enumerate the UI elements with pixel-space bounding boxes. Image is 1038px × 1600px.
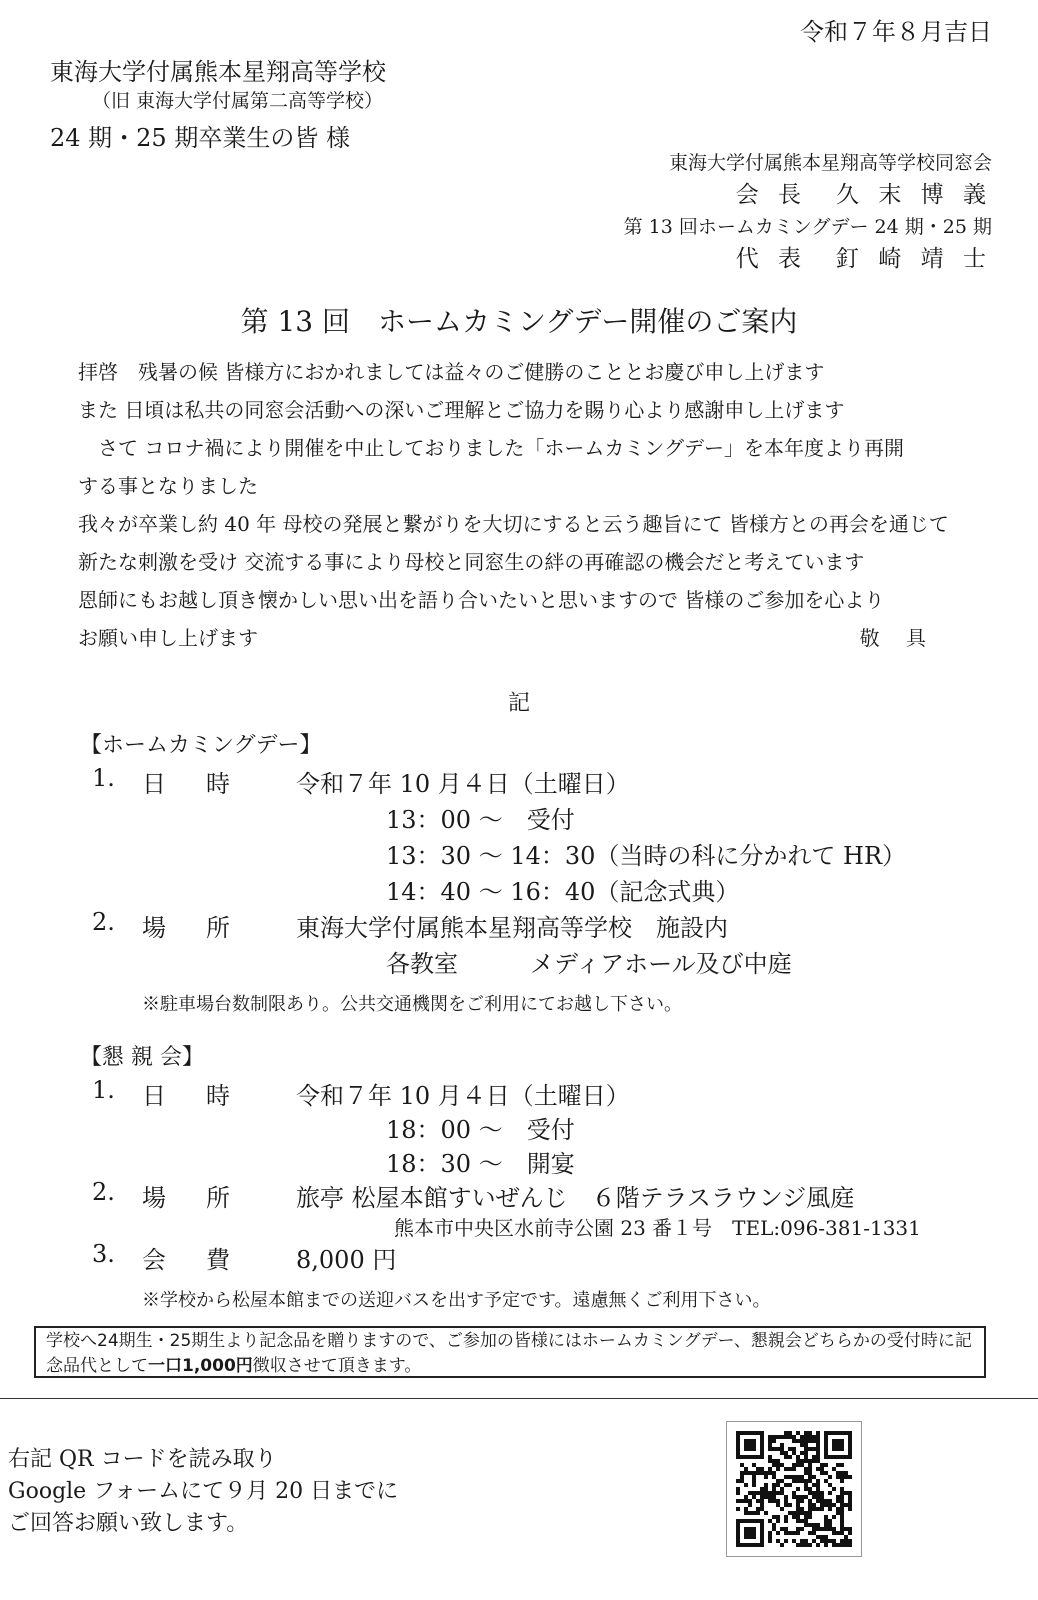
- sender-event-group: 第 13 回ホームカミングデー 24 期・25 期: [623, 216, 992, 238]
- party-heading: 【懇 親 会】: [80, 1045, 204, 1070]
- ki-heading: 記: [507, 691, 530, 716]
- party-item-number: 3.: [92, 1240, 115, 1268]
- notice-text-end: 徴収させて頂きます。: [252, 1356, 422, 1376]
- qr-instruction-line: Google フォームにて９月 20 日までに: [8, 1479, 399, 1504]
- body-line: さて コロナ禍により開催を中止しておりました「ホームカミングデー」を本年度より再開: [78, 436, 904, 460]
- homecoming-parking-note: ※駐車場台数制限あり。公共交通機関をご利用にてお越し下さい。: [142, 994, 682, 1015]
- qr-code[interactable]: [726, 1421, 862, 1557]
- document-date: 令和７年８月吉日: [800, 18, 992, 46]
- body-line: 新たな刺激を受け 交流する事により母校と同窓生の絆の再確認の機会だと考えています: [78, 550, 865, 574]
- sender-president: 会 長 久 末 博 義: [735, 182, 992, 208]
- qr-instruction-line: ご回答お願い致します。: [8, 1511, 249, 1536]
- party-fee-label: 会費: [142, 1246, 270, 1274]
- homecoming-date-label: 日時: [142, 770, 270, 798]
- homecoming-rooms: 各教室 メディアホール及び中庭: [386, 950, 792, 978]
- notice-fee-bold: 一口1,000円: [148, 1356, 253, 1376]
- sender-representative: 代 表 釘 崎 靖 士: [735, 246, 992, 272]
- homecoming-venue: 東海大学付属熊本星翔高等学校 施設内: [296, 914, 728, 942]
- party-date: 令和７年 10 月４日（土曜日）: [296, 1082, 630, 1110]
- party-bus-note: ※学校から松屋本館までの送迎バスを出す予定です。遠慮無くご利用下さい。: [142, 1290, 771, 1311]
- qr-instruction-line: 右記 QR コードを読み取り: [8, 1447, 277, 1472]
- homecoming-date: 令和７年 10 月４日（土曜日）: [296, 770, 630, 798]
- closing-keigu: 敬 具: [859, 626, 936, 650]
- homecoming-item-number: 2.: [92, 908, 115, 936]
- homecoming-item-number: 1.: [92, 764, 115, 792]
- school-old-name: （旧 東海大学付属第二高等学校）: [92, 90, 384, 112]
- homecoming-place-label: 場所: [142, 914, 270, 942]
- qr-code-icon: [727, 1422, 861, 1556]
- party-place-label: 場所: [142, 1184, 270, 1212]
- addressee: 24 期・25 期卒業生の皆 様: [50, 124, 350, 152]
- homecoming-time-reception: 13：00 ～ 受付: [386, 806, 575, 834]
- divider: [0, 1398, 1038, 1399]
- souvenir-notice-box: [34, 1326, 986, 1378]
- school-name: 東海大学付属熊本星翔高等学校: [50, 58, 386, 86]
- party-time-start: 18：30 ～ 開宴: [386, 1150, 575, 1178]
- party-date-label: 日時: [142, 1082, 270, 1110]
- body-line: 拝啓 残暑の候 皆様方におかれましては益々のご健勝のこととお慶び申し上げます: [78, 360, 825, 384]
- party-address: 熊本市中央区水前寺公園 23 番１号 TEL:096-381-1331: [394, 1216, 921, 1240]
- notice-text: 学校へ24期生・25期生より記念品を贈りますので、ご参加の皆様にはホームカミングデー、懇親会どちらかの受付時に記念品代として: [46, 1331, 972, 1376]
- party-item-number: 1.: [92, 1076, 115, 1104]
- homecoming-time-hr: 13：30 ～ 14：30（当時の科に分かれて HR）: [386, 842, 907, 870]
- party-fee: 8,000 円: [296, 1246, 397, 1274]
- body-line: また 日頃は私共の同窓会活動への深いご理解とご協力を賜り心より感謝申し上げます: [78, 398, 845, 422]
- sender-association: 東海大学付属熊本星翔高等学校同窓会: [668, 152, 992, 174]
- body-line: 恩師にもお越し頂き懐かしい思い出を語り合いたいと思いますので 皆様のご参加を心より: [78, 588, 885, 612]
- homecoming-heading: 【ホームカミングデー】: [80, 733, 322, 758]
- party-item-number: 2.: [92, 1178, 115, 1206]
- body-line: する事となりました: [78, 474, 258, 498]
- homecoming-time-ceremony: 14：40 ～ 16：40（記念式典）: [386, 878, 740, 906]
- body-line: 我々が卒業し約 40 年 母校の発展と繋がりを大切にすると云う趣旨にて 皆様方との再会を通じて: [78, 512, 949, 536]
- party-venue: 旅亭 松屋本館すいぜんじ ６階テラスラウンジ風庭: [296, 1184, 855, 1212]
- body-line: お願い申し上げます: [78, 626, 258, 650]
- page-title: 第 13 回 ホームカミングデー開催のご案内: [240, 305, 798, 338]
- party-time-reception: 18：00 ～ 受付: [386, 1116, 575, 1144]
